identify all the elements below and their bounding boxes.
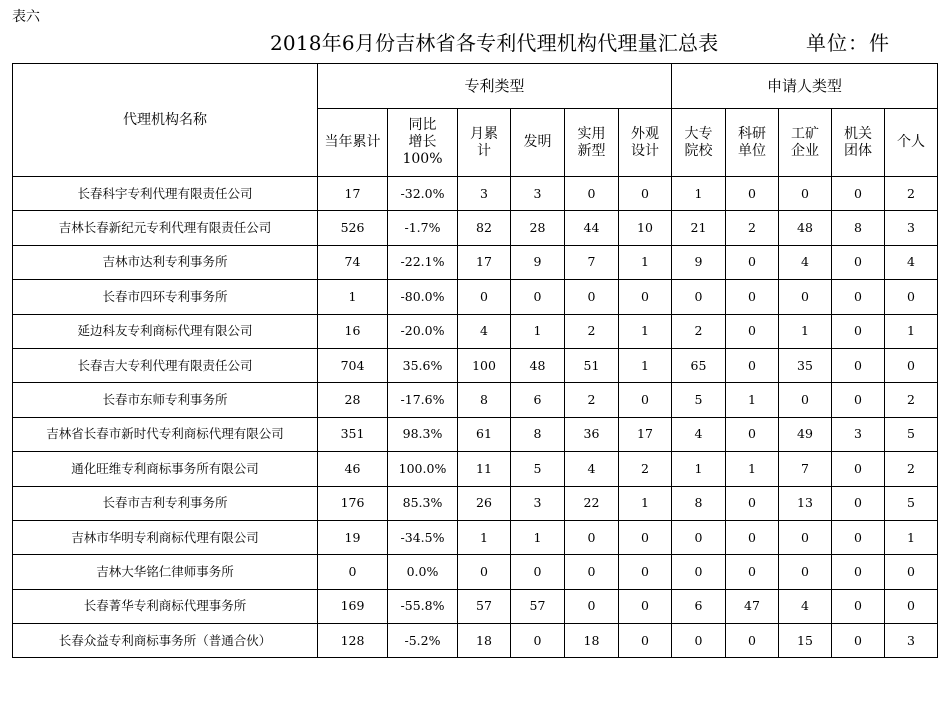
column-header-utility-model: 实用 新型 [565, 109, 619, 177]
cell-monthly-total: 0 [458, 280, 511, 314]
cell-government: 0 [832, 348, 885, 382]
cell-design: 0 [619, 177, 672, 211]
cell-university: 65 [672, 348, 726, 382]
cell-individual: 5 [885, 417, 938, 451]
cell-yoy-growth: -1.7% [388, 211, 458, 245]
cell-design: 2 [619, 452, 672, 486]
cell-research-institute: 0 [726, 555, 779, 589]
cell-university: 4 [672, 417, 726, 451]
cell-individual: 0 [885, 589, 938, 623]
cell-design: 1 [619, 245, 672, 279]
cell-individual: 0 [885, 555, 938, 589]
agency-name-cell: 吉林省长春市新时代专利商标代理有限公司 [13, 417, 318, 451]
cell-university: 1 [672, 452, 726, 486]
column-header-university: 大专 院校 [672, 109, 726, 177]
cell-university: 5 [672, 383, 726, 417]
header-patent-type: 专利类型 [318, 64, 672, 109]
cell-enterprise: 49 [779, 417, 832, 451]
cell-research-institute: 0 [726, 177, 779, 211]
cell-individual: 0 [885, 280, 938, 314]
cell-individual: 0 [885, 348, 938, 382]
cell-individual: 2 [885, 177, 938, 211]
agency-name-cell: 吉林市华明专利商标代理有限公司 [13, 520, 318, 554]
cell-enterprise: 0 [779, 520, 832, 554]
cell-invention: 3 [511, 177, 565, 211]
column-header-government: 机关 团体 [832, 109, 885, 177]
cell-invention: 1 [511, 314, 565, 348]
cell-research-institute: 1 [726, 383, 779, 417]
cell-individual: 1 [885, 520, 938, 554]
cell-research-institute: 0 [726, 348, 779, 382]
cell-university: 9 [672, 245, 726, 279]
cell-invention: 0 [511, 624, 565, 658]
column-header-yoy-growth: 同比 增长 100% [388, 109, 458, 177]
cell-annual-total: 526 [318, 211, 388, 245]
cell-enterprise: 15 [779, 624, 832, 658]
cell-yoy-growth: 0.0% [388, 555, 458, 589]
cell-utility-model: 0 [565, 589, 619, 623]
cell-government: 8 [832, 211, 885, 245]
cell-yoy-growth: -55.8% [388, 589, 458, 623]
cell-yoy-growth: -5.2% [388, 624, 458, 658]
cell-annual-total: 19 [318, 520, 388, 554]
cell-monthly-total: 26 [458, 486, 511, 520]
cell-enterprise: 7 [779, 452, 832, 486]
table-row [13, 177, 938, 211]
cell-monthly-total: 11 [458, 452, 511, 486]
cell-research-institute: 0 [726, 245, 779, 279]
cell-government: 0 [832, 589, 885, 623]
cell-utility-model: 4 [565, 452, 619, 486]
cell-individual: 5 [885, 486, 938, 520]
cell-university: 0 [672, 624, 726, 658]
cell-design: 1 [619, 314, 672, 348]
agency-summary-table [12, 63, 938, 658]
cell-utility-model: 0 [565, 520, 619, 554]
column-header-individual: 个人 [885, 109, 938, 177]
cell-government: 3 [832, 417, 885, 451]
agency-name-cell: 长春市东师专利事务所 [13, 383, 318, 417]
cell-university: 0 [672, 520, 726, 554]
cell-design: 0 [619, 555, 672, 589]
cell-enterprise: 0 [779, 383, 832, 417]
agency-name-cell: 延边科友专利商标代理有限公司 [13, 314, 318, 348]
cell-invention: 57 [511, 589, 565, 623]
cell-monthly-total: 82 [458, 211, 511, 245]
cell-monthly-total: 4 [458, 314, 511, 348]
cell-yoy-growth: 85.3% [388, 486, 458, 520]
cell-annual-total: 16 [318, 314, 388, 348]
cell-invention: 3 [511, 486, 565, 520]
cell-individual: 2 [885, 383, 938, 417]
cell-invention: 28 [511, 211, 565, 245]
table-row [13, 520, 938, 554]
cell-individual: 3 [885, 211, 938, 245]
cell-annual-total: 17 [318, 177, 388, 211]
cell-research-institute: 0 [726, 280, 779, 314]
cell-yoy-growth: -17.6% [388, 383, 458, 417]
cell-annual-total: 1 [318, 280, 388, 314]
cell-research-institute: 1 [726, 452, 779, 486]
cell-utility-model: 36 [565, 417, 619, 451]
cell-yoy-growth: 35.6% [388, 348, 458, 382]
table-row [13, 486, 938, 520]
agency-name-cell: 长春菁华专利商标代理事务所 [13, 589, 318, 623]
cell-annual-total: 46 [318, 452, 388, 486]
cell-invention: 0 [511, 280, 565, 314]
cell-monthly-total: 61 [458, 417, 511, 451]
cell-individual: 2 [885, 452, 938, 486]
cell-annual-total: 28 [318, 383, 388, 417]
cell-yoy-growth: 100.0% [388, 452, 458, 486]
cell-research-institute: 0 [726, 624, 779, 658]
cell-invention: 9 [511, 245, 565, 279]
cell-government: 0 [832, 555, 885, 589]
cell-government: 0 [832, 177, 885, 211]
cell-utility-model: 2 [565, 314, 619, 348]
table-body [13, 177, 938, 658]
cell-enterprise: 1 [779, 314, 832, 348]
cell-design: 17 [619, 417, 672, 451]
cell-utility-model: 0 [565, 555, 619, 589]
cell-design: 0 [619, 520, 672, 554]
cell-annual-total: 169 [318, 589, 388, 623]
cell-monthly-total: 1 [458, 520, 511, 554]
cell-annual-total: 128 [318, 624, 388, 658]
cell-university: 6 [672, 589, 726, 623]
cell-annual-total: 176 [318, 486, 388, 520]
table-row [13, 452, 938, 486]
cell-design: 1 [619, 486, 672, 520]
table-row [13, 589, 938, 623]
cell-yoy-growth: -80.0% [388, 280, 458, 314]
agency-name-cell: 吉林长春新纪元专利代理有限责任公司 [13, 211, 318, 245]
cell-annual-total: 704 [318, 348, 388, 382]
cell-enterprise: 4 [779, 245, 832, 279]
column-header-design: 外观 设计 [619, 109, 672, 177]
cell-government: 0 [832, 486, 885, 520]
cell-invention: 48 [511, 348, 565, 382]
cell-invention: 8 [511, 417, 565, 451]
cell-invention: 5 [511, 452, 565, 486]
table-row [13, 245, 938, 279]
table-row [13, 383, 938, 417]
cell-utility-model: 22 [565, 486, 619, 520]
cell-annual-total: 74 [318, 245, 388, 279]
cell-utility-model: 0 [565, 280, 619, 314]
cell-utility-model: 2 [565, 383, 619, 417]
cell-yoy-growth: 98.3% [388, 417, 458, 451]
column-header-invention: 发明 [511, 109, 565, 177]
cell-design: 0 [619, 589, 672, 623]
header-agency-name: 代理机构名称 [13, 64, 318, 177]
table-row [13, 555, 938, 589]
cell-invention: 0 [511, 555, 565, 589]
cell-monthly-total: 18 [458, 624, 511, 658]
cell-enterprise: 0 [779, 555, 832, 589]
agency-name-cell: 长春吉大专利代理有限责任公司 [13, 348, 318, 382]
cell-design: 0 [619, 383, 672, 417]
cell-monthly-total: 8 [458, 383, 511, 417]
cell-government: 0 [832, 280, 885, 314]
agency-name-cell: 长春市吉利专利事务所 [13, 486, 318, 520]
table-number: 表六 [12, 9, 40, 25]
cell-design: 0 [619, 624, 672, 658]
table-row [13, 624, 938, 658]
cell-government: 0 [832, 624, 885, 658]
cell-yoy-growth: -34.5% [388, 520, 458, 554]
cell-utility-model: 51 [565, 348, 619, 382]
column-header-monthly-total: 月累 计 [458, 109, 511, 177]
cell-government: 0 [832, 314, 885, 348]
table-row [13, 417, 938, 451]
cell-utility-model: 0 [565, 177, 619, 211]
cell-government: 0 [832, 452, 885, 486]
cell-individual: 1 [885, 314, 938, 348]
cell-monthly-total: 0 [458, 555, 511, 589]
agency-name-cell: 长春众益专利商标事务所（普通合伙） [13, 624, 318, 658]
cell-enterprise: 13 [779, 486, 832, 520]
agency-name-cell: 长春市四环专利事务所 [13, 280, 318, 314]
cell-yoy-growth: -20.0% [388, 314, 458, 348]
cell-monthly-total: 17 [458, 245, 511, 279]
agency-name-cell: 吉林市达利专利事务所 [13, 245, 318, 279]
table-row [13, 211, 938, 245]
table-row [13, 314, 938, 348]
cell-utility-model: 18 [565, 624, 619, 658]
cell-enterprise: 4 [779, 589, 832, 623]
cell-enterprise: 0 [779, 280, 832, 314]
cell-invention: 6 [511, 383, 565, 417]
cell-university: 1 [672, 177, 726, 211]
cell-government: 0 [832, 245, 885, 279]
unit-label: 单位：件 [806, 31, 890, 55]
cell-university: 0 [672, 280, 726, 314]
cell-enterprise: 48 [779, 211, 832, 245]
column-header-annual-total: 当年累计 [318, 109, 388, 177]
cell-utility-model: 44 [565, 211, 619, 245]
table-row [13, 348, 938, 382]
column-header-enterprise: 工矿 企业 [779, 109, 832, 177]
table-row [13, 280, 938, 314]
cell-university: 2 [672, 314, 726, 348]
cell-research-institute: 0 [726, 520, 779, 554]
cell-individual: 4 [885, 245, 938, 279]
cell-research-institute: 0 [726, 314, 779, 348]
cell-yoy-growth: -22.1% [388, 245, 458, 279]
cell-university: 8 [672, 486, 726, 520]
cell-research-institute: 2 [726, 211, 779, 245]
cell-design: 0 [619, 280, 672, 314]
cell-yoy-growth: -32.0% [388, 177, 458, 211]
document-title: 2018年6月份吉林省各专利代理机构代理量汇总表 [270, 31, 719, 55]
cell-university: 21 [672, 211, 726, 245]
cell-government: 0 [832, 383, 885, 417]
cell-monthly-total: 57 [458, 589, 511, 623]
cell-annual-total: 351 [318, 417, 388, 451]
cell-university: 0 [672, 555, 726, 589]
cell-enterprise: 0 [779, 177, 832, 211]
agency-name-cell: 吉林大华铭仁律师事务所 [13, 555, 318, 589]
cell-individual: 3 [885, 624, 938, 658]
cell-utility-model: 7 [565, 245, 619, 279]
cell-annual-total: 0 [318, 555, 388, 589]
agency-name-cell: 通化旺维专利商标事务所有限公司 [13, 452, 318, 486]
column-header-research-institute: 科研 单位 [726, 109, 779, 177]
cell-research-institute: 0 [726, 486, 779, 520]
cell-design: 1 [619, 348, 672, 382]
cell-invention: 1 [511, 520, 565, 554]
cell-design: 10 [619, 211, 672, 245]
cell-research-institute: 0 [726, 417, 779, 451]
cell-monthly-total: 3 [458, 177, 511, 211]
cell-government: 0 [832, 520, 885, 554]
cell-monthly-total: 100 [458, 348, 511, 382]
agency-name-cell: 长春科宇专利代理有限责任公司 [13, 177, 318, 211]
header-applicant-type: 申请人类型 [672, 64, 938, 109]
cell-research-institute: 47 [726, 589, 779, 623]
cell-enterprise: 35 [779, 348, 832, 382]
